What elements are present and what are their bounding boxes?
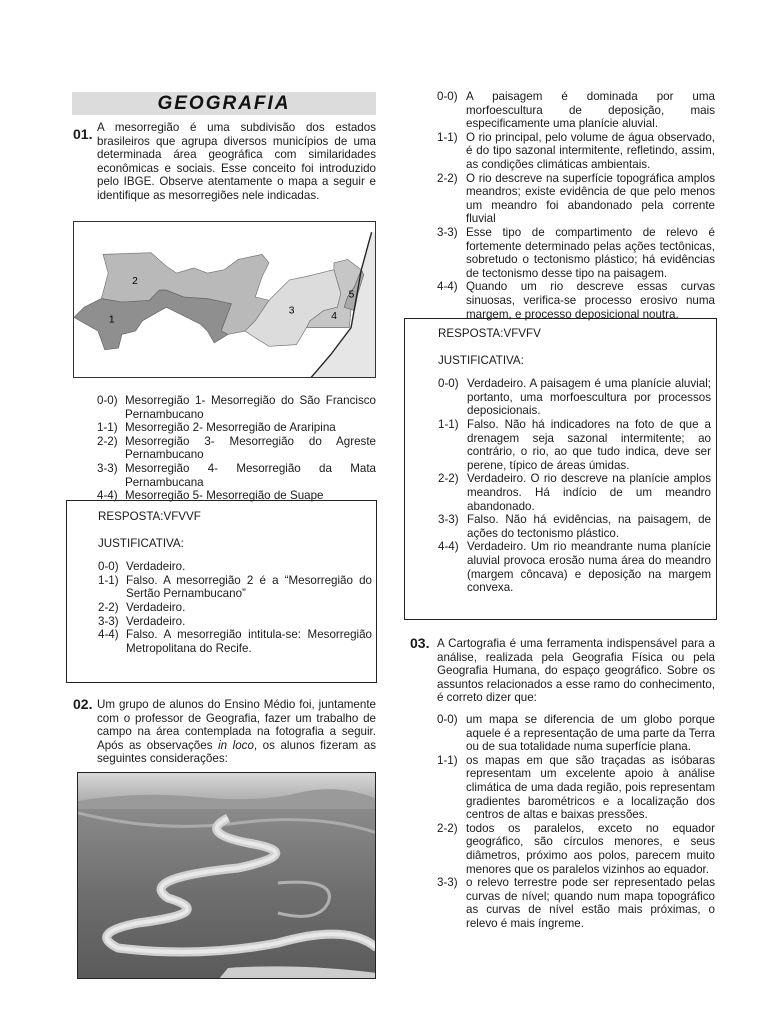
option-item <box>437 876 715 930</box>
section-title-band <box>72 92 376 115</box>
justification-item <box>438 377 711 418</box>
option-item <box>437 754 715 822</box>
map-label-5: 5 <box>348 289 355 301</box>
answer-key: RESPOSTA:VFVFV <box>438 327 541 340</box>
option-item <box>437 822 715 876</box>
question-03-text: A Cartografia é uma ferramenta indispensável para a análise, realizada pela Geografia Física ou pela Geografia Humana, do espaço geográfico. Sobre os assuntos relacionados a esse ramo do conhecimento, é correto dizer que: <box>437 637 715 705</box>
option-label: 3-3) <box>97 461 118 475</box>
justification-text: Verdadeiro. O rio descreve na planície amplos meandros. Há indício de um meandro abandonado. <box>467 472 711 513</box>
section-title: GEOGRAFIA <box>157 93 291 114</box>
question-02-text-before: Um grupo de alunos do Ensino Médio foi, juntamente com o professor de Geografia, fazer um trabalho de campo na área contemplada na fotografia a seguir. Após as observações <box>97 698 376 752</box>
option-text: Mesorregião 3- Mesorregião do Agreste Pernambucano <box>125 434 376 462</box>
justification-label: 4-4) <box>98 628 119 642</box>
justification-label: 2-2) <box>438 472 459 486</box>
question-03-options <box>437 713 715 931</box>
option-text: Mesorregião 4- Mesorregião da Mata Pernambucana <box>125 461 376 489</box>
justification-label: 1-1) <box>438 417 459 431</box>
option-text: A paisagem é dominada por uma morfoescultura de deposição, mais especificamente uma planície aluvial. <box>466 90 715 131</box>
option-text: Mesorregião 5- Mesorregião de Suape <box>125 489 324 503</box>
map-label-4: 4 <box>331 311 337 323</box>
justification-item <box>438 472 711 513</box>
option-text: todos os paralelos, exceto no equador geográfico, são círculos menores, e seus diâmetros, próximo aos polos, parecem muito menores que os paralelos vizinhos ao equador. <box>466 821 715 876</box>
option-item <box>97 421 376 435</box>
justification-item <box>98 574 372 601</box>
justification-text: Verdadeiro. Um rio meandrante numa planície aluvial provoca erosão numa área do meandro (margem côncava) e deposição na margem convexa. <box>467 540 711 595</box>
map-label-2: 2 <box>132 276 138 287</box>
option-label: 0-0) <box>437 713 458 726</box>
pernambuco-mesoregions-map <box>73 221 376 378</box>
option-label: 2-2) <box>97 434 118 448</box>
justification-text: Falso. Não há indicadores na foto de que a drenagem seja sazonal intermitente; ao contrário, o rio, ao que tudo indica, deve ser perene, típico de áreas úmidas. <box>467 417 711 472</box>
answer-key: RESPOSTA:VFVVF <box>98 510 201 523</box>
question-number-01: 01. <box>73 126 93 142</box>
justification-text: Verdadeiro. <box>126 614 186 628</box>
justification-title: JUSTIFICATIVA: <box>98 536 184 550</box>
justification-label: 3-3) <box>438 513 459 527</box>
option-text: Quando um rio descreve essas curvas sinuosas, verifica-se processo erosivo numa margem, e processo deposicional noutra. <box>466 280 715 321</box>
question-01-options <box>97 394 376 503</box>
question-02-options <box>437 90 715 321</box>
option-item <box>97 435 376 462</box>
option-text: Mesorregião 2- Mesorregião de Araripina <box>125 421 336 435</box>
option-item <box>97 462 376 489</box>
justification-text: Verdadeiro. <box>126 560 186 574</box>
justification-text: Verdadeiro. A paisagem é uma planície aluvial; portanto, uma morfoescultura por processos deposicionais. <box>467 377 711 418</box>
justification-title: JUSTIFICATIVA: <box>438 353 524 367</box>
map-label-3: 3 <box>288 305 295 317</box>
option-item <box>437 280 715 321</box>
question-02-text <box>97 698 376 766</box>
map-svg <box>74 222 375 377</box>
justification-item <box>98 615 372 629</box>
option-label: 2-2) <box>437 821 458 835</box>
question-01-text: A mesorregião é uma subdivisão dos estados brasileiros que agrupa diversos municípios de uma determinada área geográfica com similaridades econômicas e sociais. Esse conceito foi introduzido pelo IBGE. Observe atentamente o mapa a seguir e identifique as mesorregiões nele indicadas. <box>97 121 376 202</box>
justification-item <box>98 628 372 655</box>
justification-item <box>438 513 711 540</box>
justification-item <box>98 560 372 574</box>
option-label: 0-0) <box>97 394 118 407</box>
option-label: 3-3) <box>437 225 458 239</box>
option-label: 2-2) <box>437 171 458 185</box>
justification-item <box>98 601 372 615</box>
option-item <box>437 90 715 131</box>
option-text: os mapas em que são traçadas as isóbaras representam um excelente apoio à análise climática de uma dada região, pois representam gradientes barométricos e a localização dos centros de altas e baixas pressões. <box>466 753 715 822</box>
justification-label: 4-4) <box>438 540 459 554</box>
option-label: 1-1) <box>437 753 458 767</box>
option-item <box>97 394 376 421</box>
map-label-1: 1 <box>108 314 115 326</box>
photo-svg <box>78 773 376 979</box>
justification-text: Verdadeiro. <box>126 600 186 614</box>
river-meanders-photo <box>77 772 376 979</box>
answer-box-02 <box>404 318 717 620</box>
justification-label: 0-0) <box>438 377 459 391</box>
justification-item <box>438 418 711 472</box>
option-text: O rio descreve na superfície topográfica amplos meandros; existe evidência de que pelo menos um meandro foi abandonado pela corrente fluvial <box>466 171 715 226</box>
justification-item <box>438 540 711 594</box>
justification-label: 2-2) <box>98 600 119 614</box>
justification-text: Falso. Não há evidências, na paisagem, de ações do tectonismo plástico. <box>467 513 711 540</box>
option-text: O rio principal, pelo volume de água observado, é do tipo sazonal intermitente, refletindo, assim, as condições climáticas ambientais. <box>466 130 715 171</box>
option-label: 3-3) <box>437 876 458 890</box>
justification-label: 1-1) <box>98 573 119 587</box>
question-02-text-italic: in loco <box>218 738 254 752</box>
option-label: 4-4) <box>97 489 118 503</box>
option-item <box>437 172 715 226</box>
justification-label: 3-3) <box>98 614 119 628</box>
justification-label: 0-0) <box>98 560 119 574</box>
option-text: Mesorregião 1- Mesorregião do São Francisco Pernambucano <box>125 394 376 421</box>
question-number-03: 03. <box>410 635 430 651</box>
option-item <box>437 131 715 172</box>
justification-text: Falso. A mesorregião intitula-se: Mesorregião Metropolitana do Recife. <box>126 628 372 655</box>
option-text: um mapa se diferencia de um globo porque aquele é a representação de uma parte da Terra ou de sua totalidade numa superfície plana. <box>466 713 715 754</box>
justification-text: Falso. A mesorregião 2 é a “Mesorregião do Sertão Pernambucano” <box>126 573 372 601</box>
option-item <box>437 226 715 280</box>
answer-box-01 <box>66 500 377 683</box>
question-number-02: 02. <box>73 696 93 712</box>
option-item <box>437 713 715 754</box>
option-label: 1-1) <box>437 130 458 144</box>
option-label: 1-1) <box>97 421 118 435</box>
option-text: o relevo terrestre pode ser representado pelas curvas de nível; quando num mapa topográfico as curvas de nível estão mais próximas, o relevo é mais íngreme. <box>466 876 715 930</box>
option-label: 4-4) <box>437 280 458 294</box>
region-1 <box>74 290 231 350</box>
question-02-text-after: , os alunos fizeram as seguintes considerações: <box>97 738 376 766</box>
option-text: Esse tipo de compartimento de relevo é fortemente determinado pelas ações tectônicas, sobretudo o tectonismo plástico; há evidências de tectonismo desse tipo na paisagem. <box>466 225 715 280</box>
option-label: 0-0) <box>437 90 458 103</box>
